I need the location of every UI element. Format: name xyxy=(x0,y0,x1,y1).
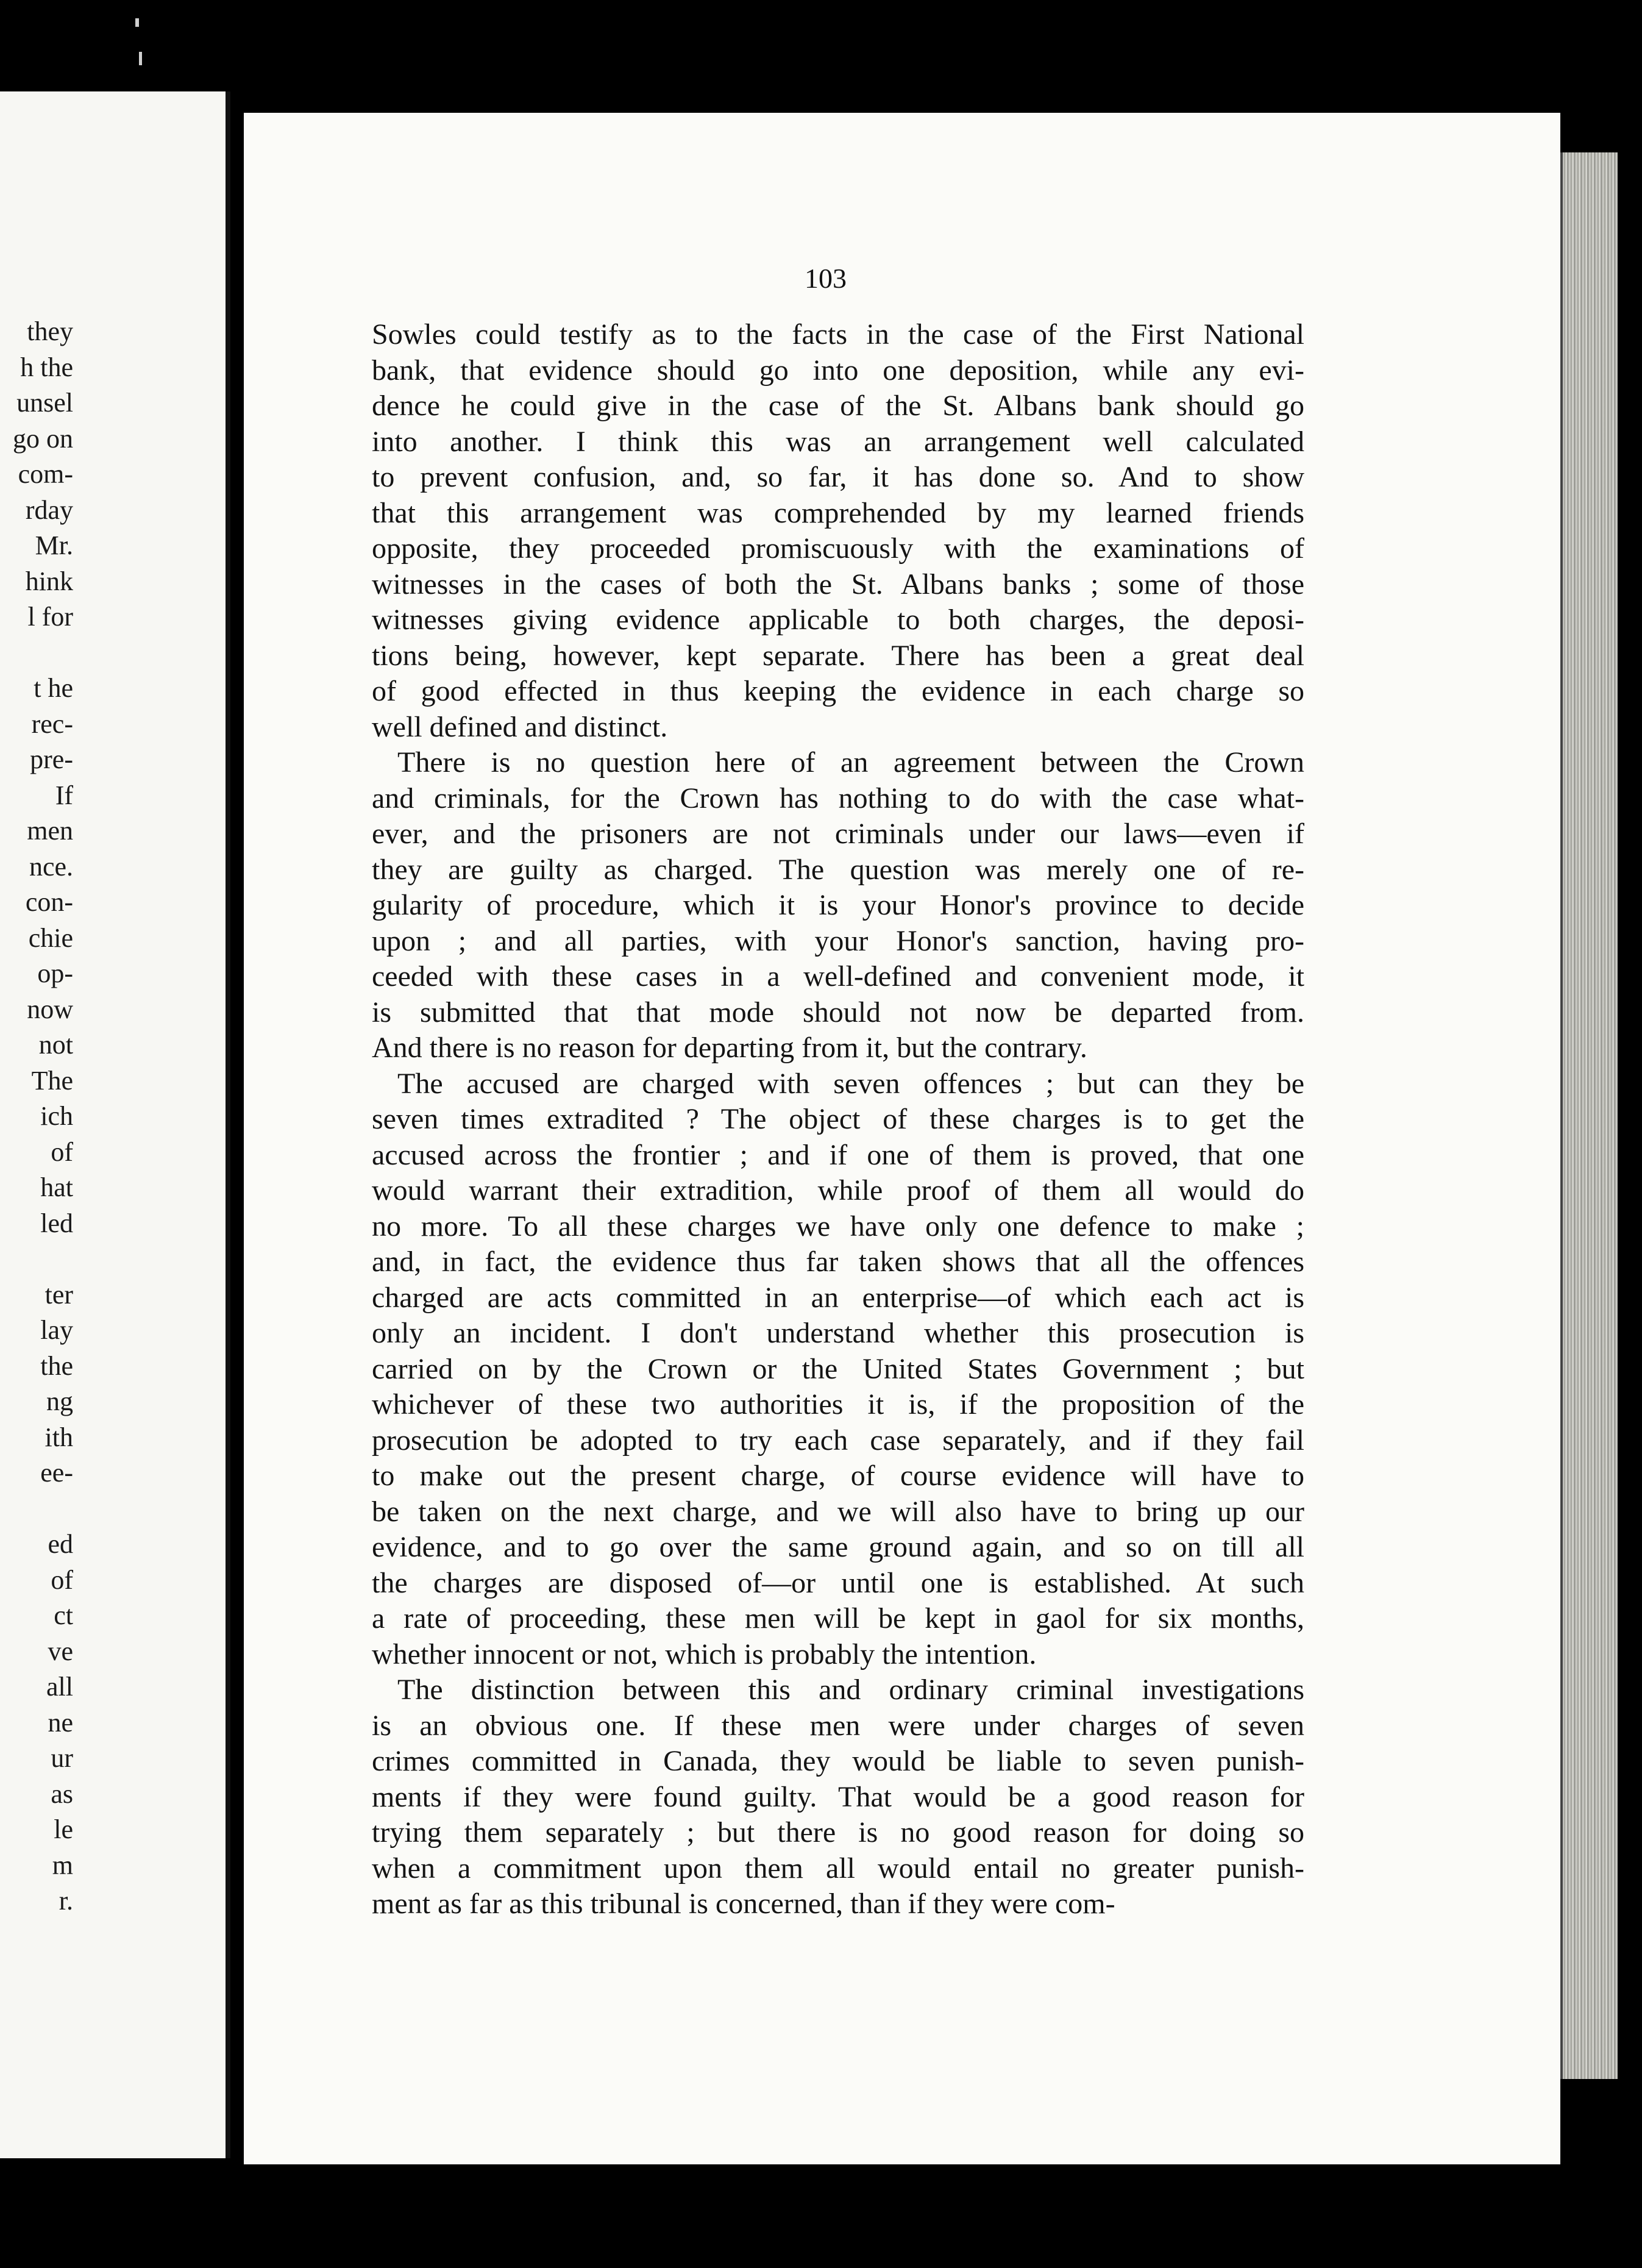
text-line: when a commitment upon them all would entail no greater punish- xyxy=(372,1852,1304,1885)
text-line: is submitted that that mode should not now be departed from. xyxy=(372,996,1304,1029)
text-line: to prevent confusion, and, so far, it has done so. And to show xyxy=(372,461,1304,493)
text-line: whether innocent or not, which is probably the intention. xyxy=(372,1638,1037,1671)
text-line: Sowles could testify as to the facts in the case of the First National xyxy=(372,318,1304,351)
dust-speck xyxy=(135,18,139,27)
left-margin-fragment: all xyxy=(46,1672,73,1702)
left-margin-fragment: hat xyxy=(40,1172,73,1202)
text-line: whichever of these two authorities it is, if the proposition of the xyxy=(372,1388,1304,1421)
text-line: the charges are disposed of—or until one is established. At such xyxy=(372,1566,1304,1599)
left-margin-fragment: led xyxy=(40,1208,73,1238)
left-margin-fragment: rec- xyxy=(31,708,73,739)
text-line: crimes committed in Canada, they would be liable to seven punish- xyxy=(372,1745,1304,1777)
left-margin-fragment: ter xyxy=(44,1279,73,1310)
left-margin-fragment: of xyxy=(51,1136,73,1167)
left-margin-fragment: pre- xyxy=(30,744,73,774)
text-line: and criminals, for the Crown has nothing to do with the case what- xyxy=(372,782,1304,815)
text-line: gularity of procedure, which it is your Honor's province to decide xyxy=(372,889,1304,921)
left-margin-fragment: ich xyxy=(40,1101,73,1131)
text-line: upon ; and all parties, with your Honor's sanction, having pro- xyxy=(372,924,1304,957)
text-line: And there is no reason for departing from it, but the contrary. xyxy=(372,1032,1087,1064)
text-line: The distinction between this and ordinary criminal investigations xyxy=(397,1674,1304,1706)
left-margin-fragment: com- xyxy=(18,459,73,489)
left-margin-fragment: op- xyxy=(37,958,73,988)
paragraph xyxy=(372,1066,1304,1673)
text-line: seven times extradited ? The object of these charges is to get the xyxy=(372,1103,1304,1135)
left-margin-fragment: The xyxy=(31,1065,73,1096)
text-line: tions being, however, kept separate. There has been a great deal xyxy=(372,639,1304,672)
text-line: be taken on the next charge, and we will also have to bring up our xyxy=(372,1495,1304,1528)
left-margin-fragment xyxy=(0,635,73,671)
left-margin-fragment: not xyxy=(38,1030,73,1060)
left-margin-fragment: as xyxy=(51,1778,73,1809)
text-line: they are guilty as charged. The question was merely one of re- xyxy=(372,853,1304,886)
text-line: to make out the present charge, of course evidence will have to xyxy=(372,1460,1304,1492)
left-margin-fragment: ith xyxy=(44,1422,73,1452)
page-number: 103 xyxy=(805,263,847,294)
text-line: that this arrangement was comprehended by my learned friends xyxy=(372,496,1304,529)
text-line: witnesses giving evidence applicable to both charges, the deposi- xyxy=(372,604,1304,636)
left-margin-fragment xyxy=(0,1491,73,1527)
text-line: a rate of proceeding, these men will be kept in gaol for six months, xyxy=(372,1602,1304,1635)
left-margin-fragment: hink xyxy=(25,566,73,596)
paragraph xyxy=(372,1672,1304,1922)
text-line: of good effected in thus keeping the evidence in each charge so xyxy=(372,675,1304,707)
page-edges xyxy=(1560,152,1618,2079)
left-margin-fragment: l for xyxy=(27,602,73,632)
text-line: ments if they were found guilty. That would be a good reason for xyxy=(372,1780,1304,1813)
left-margin-fragment: ng xyxy=(46,1386,73,1416)
text-line: dence he could give in the case of the St. Albans bank should go xyxy=(372,390,1304,422)
text-line: evidence, and to go over the same ground again, and so on till all xyxy=(372,1531,1304,1563)
page-body-text xyxy=(372,317,1304,1922)
left-margin-fragment xyxy=(0,1241,73,1277)
text-line: well defined and distinct. xyxy=(372,710,668,743)
text-line: trying them separately ; but there is no good reason for doing so xyxy=(372,1816,1304,1849)
left-margin-fragment: now xyxy=(27,994,73,1024)
left-margin-fragment: nce. xyxy=(29,851,73,882)
left-margin-fragment: r. xyxy=(59,1886,73,1916)
left-margin-fragment: Mr. xyxy=(35,530,73,560)
text-line: no more. To all these charges we have only one defence to make ; xyxy=(372,1210,1304,1243)
left-margin-fragment: go on xyxy=(13,423,73,454)
left-margin-fragment: ve xyxy=(48,1636,73,1666)
text-line: charged are acts committed in an enterprise—of which each act is xyxy=(372,1281,1304,1314)
left-margin-fragment: ed xyxy=(48,1529,73,1559)
text-line: ceeded with these cases in a well-defined and convenient mode, it xyxy=(372,960,1304,993)
left-margin-fragment: ee- xyxy=(40,1458,73,1488)
left-margin-fragment: ur xyxy=(51,1743,73,1773)
text-line: bank, that evidence should go into one deposition, while any evi- xyxy=(372,354,1304,387)
left-margin-fragment: men xyxy=(27,816,73,846)
dust-speck xyxy=(139,52,142,65)
text-line: ment as far as this tribunal is concerned, than if they were com- xyxy=(372,1888,1115,1920)
left-margin-fragment: If xyxy=(55,780,73,810)
text-line: is an obvious one. If these men were under charges of seven xyxy=(372,1709,1304,1742)
left-margin-fragment: t he xyxy=(34,673,73,703)
left-margin-fragment: unsel xyxy=(16,388,73,418)
text-line: accused across the frontier ; and if one of them is proved, that one xyxy=(372,1138,1304,1171)
text-line: opposite, they proceeded promiscuously with the examinations of xyxy=(372,532,1304,565)
left-margin-fragment: they xyxy=(27,316,73,346)
paragraph xyxy=(372,745,1304,1066)
left-page-text-fragments xyxy=(0,314,73,1919)
text-line: would warrant their extradition, while proof of them all would do xyxy=(372,1174,1304,1207)
paragraph xyxy=(372,317,1304,745)
text-line: into another. I think this was an arrangement well calculated xyxy=(372,425,1304,458)
text-line: There is no question here of an agreement between the Crown xyxy=(397,746,1304,779)
left-margin-fragment: lay xyxy=(40,1315,73,1345)
left-margin-fragment: chie xyxy=(28,922,73,953)
text-line: only an incident. I don't understand whether this prosecution is xyxy=(372,1317,1304,1349)
left-margin-fragment: ct xyxy=(54,1600,73,1630)
text-line: prosecution be adopted to try each case separately, and if they fail xyxy=(372,1424,1304,1457)
left-margin-fragment: con- xyxy=(25,887,73,917)
left-margin-fragment: rday xyxy=(25,494,73,525)
text-line: ever, and the prisoners are not criminals under our laws—even if xyxy=(372,818,1304,850)
left-margin-fragment: the xyxy=(40,1350,73,1381)
text-line: The accused are charged with seven offences ; but can they be xyxy=(397,1067,1304,1100)
text-line: carried on by the Crown or the United States Government ; but xyxy=(372,1352,1304,1385)
left-margin-fragment: of xyxy=(51,1564,73,1595)
text-line: and, in fact, the evidence thus far taken shows that all the offences xyxy=(372,1246,1304,1278)
left-margin-fragment: ne xyxy=(48,1707,73,1738)
left-margin-fragment: m xyxy=(52,1850,73,1880)
left-margin-fragment: h the xyxy=(20,352,73,382)
text-line: witnesses in the cases of both the St. Albans banks ; some of those xyxy=(372,568,1304,601)
left-margin-fragment: le xyxy=(54,1814,73,1844)
